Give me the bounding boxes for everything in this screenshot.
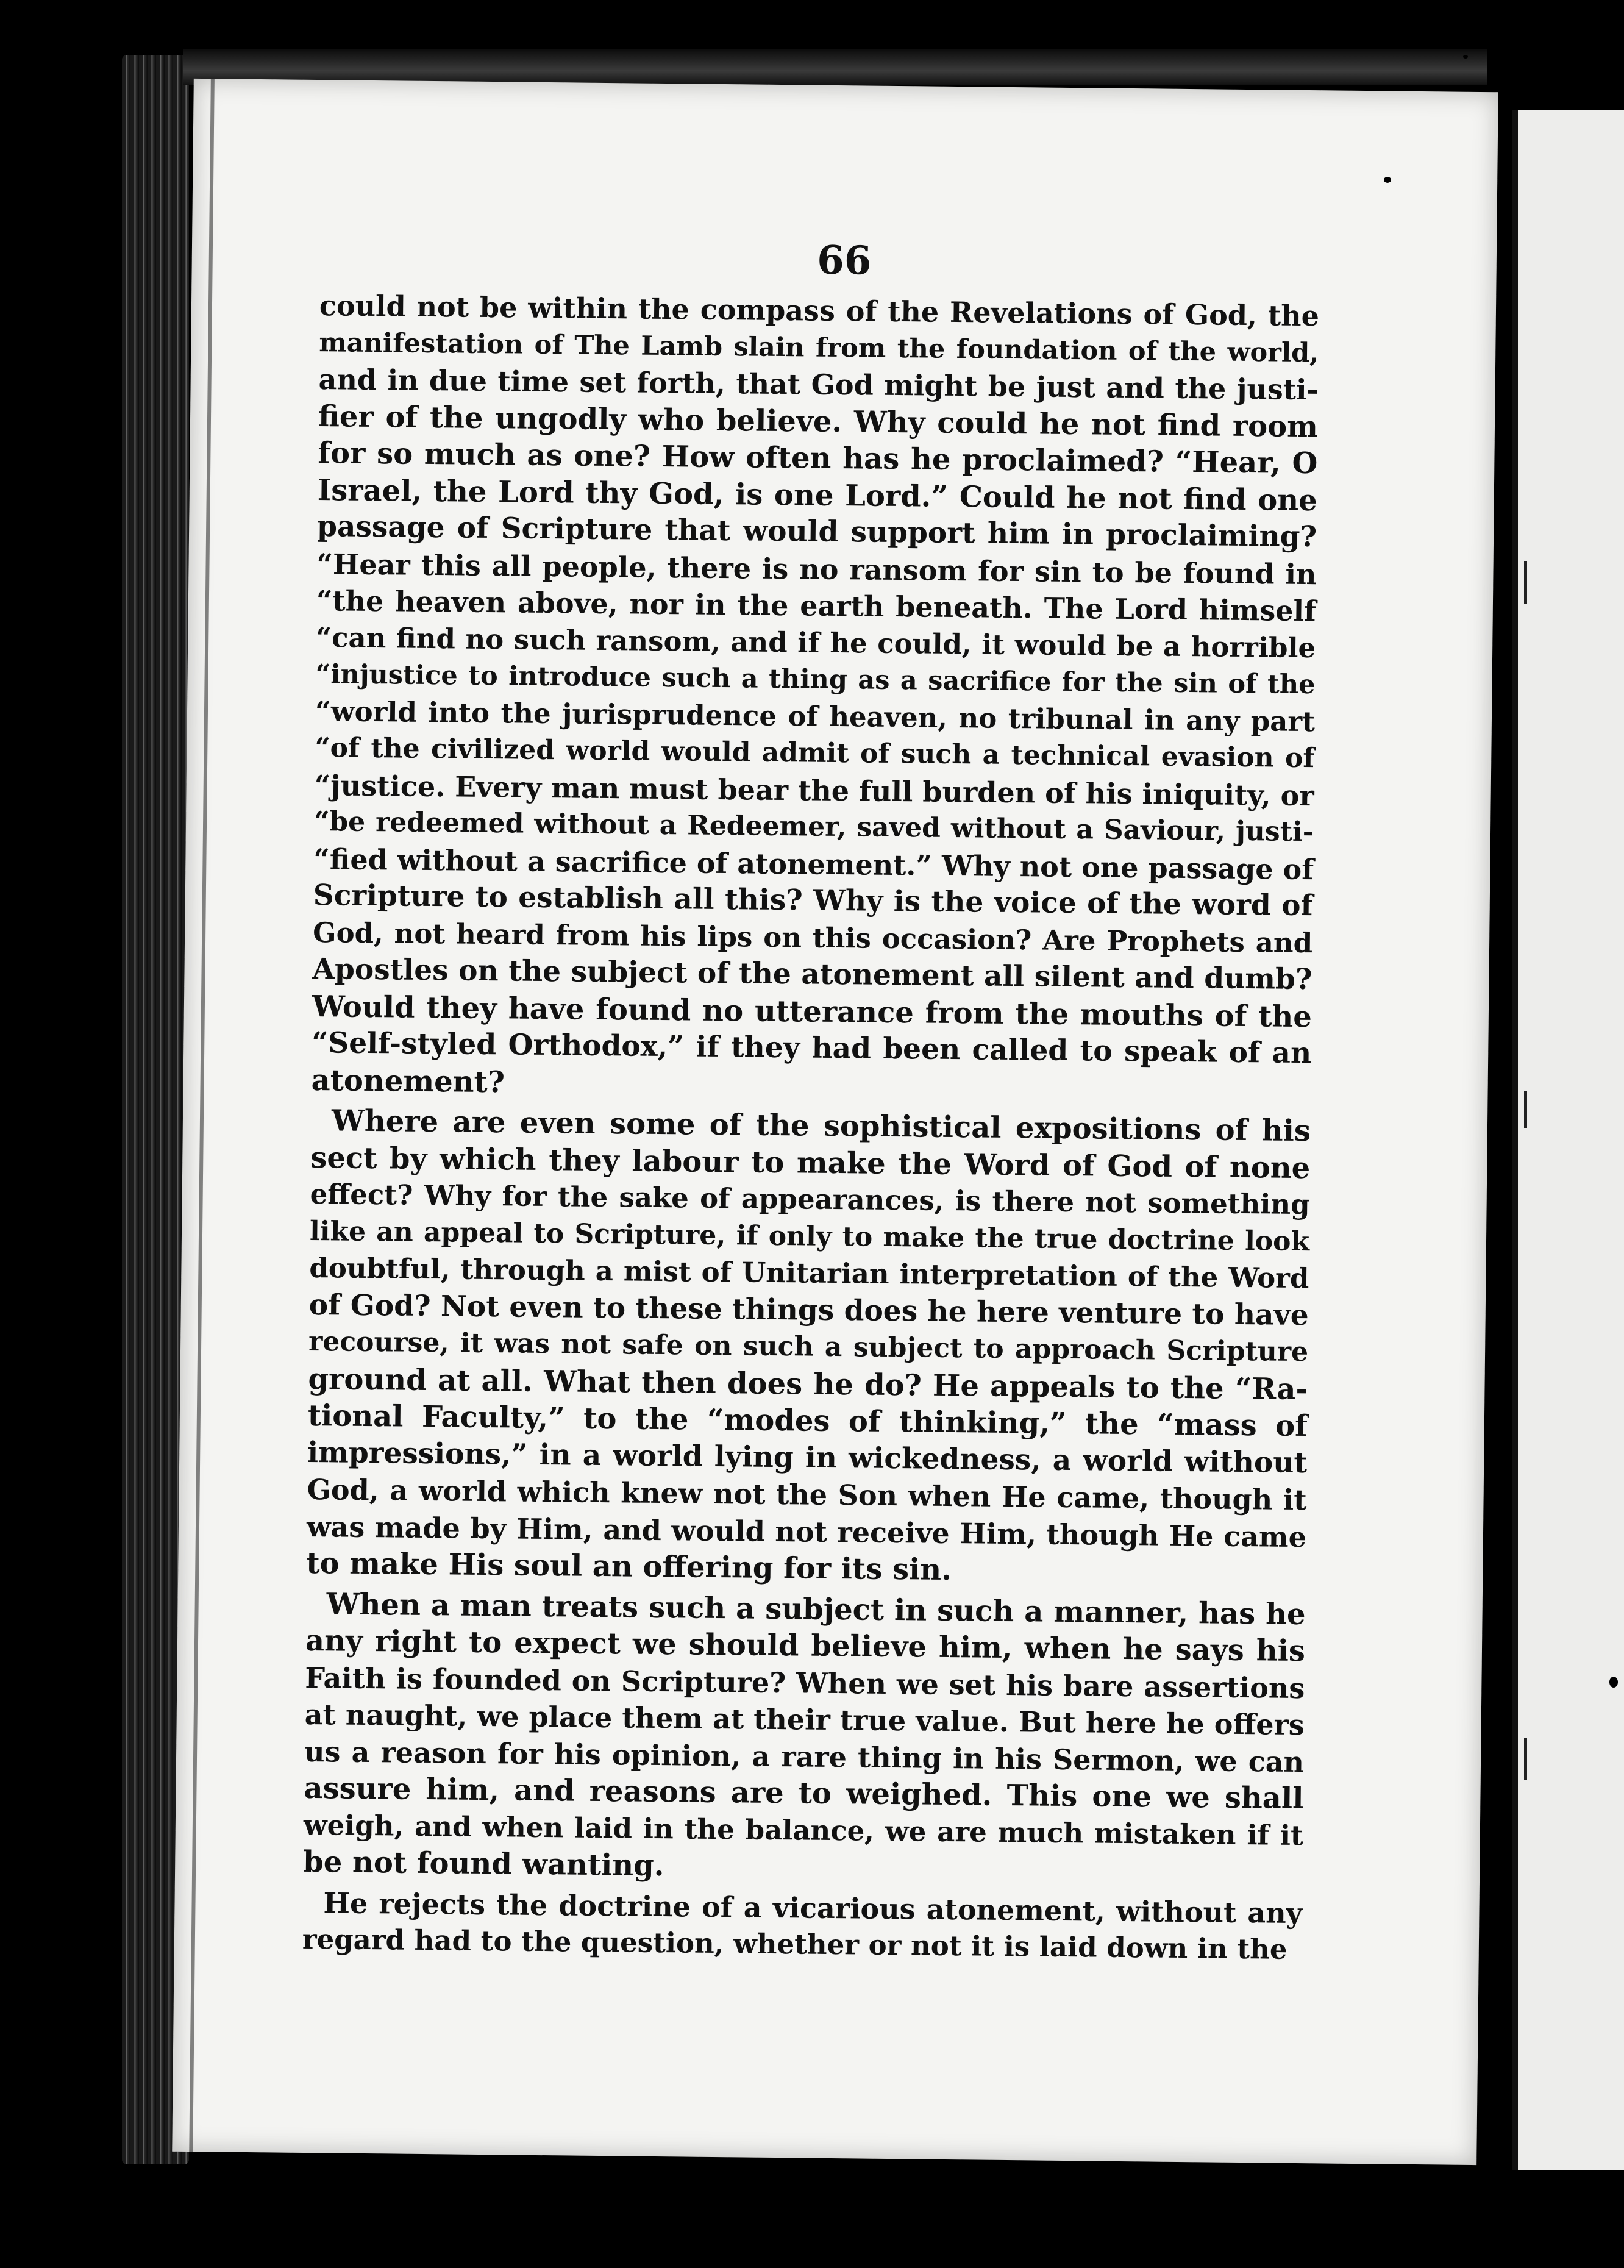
text-line: and in due time set forth, that God might be just and the justi- <box>318 363 1319 407</box>
text-line: of God? Not even to these things does he here venture to have <box>308 1288 1309 1332</box>
book-top-edge <box>183 49 1487 85</box>
text-line: fier of the ungodly who believe. Why could he not find room <box>318 399 1319 444</box>
text-line: to make His soul an offering for its sin. <box>306 1546 952 1588</box>
text-line: “the heaven above, nor in the earth beneath. The Lord himself <box>316 584 1317 628</box>
text-line: “world into the jurisprudence of heaven, no tribunal in any part <box>315 694 1316 738</box>
text-line: impressions,” in a world lying in wickedness, a world without <box>307 1435 1308 1480</box>
text-line: regard had to the question, whether or not it is laid down in the <box>302 1922 1287 1966</box>
text-line: sect by which they labour to make the Word of God of none <box>310 1140 1311 1185</box>
text-line: God, a world which knew not the Son when He came, though it <box>307 1472 1307 1517</box>
text-line: ground at all. What then does he do? He appeals to the “Ra- <box>308 1361 1308 1407</box>
text-line: any right to expect we should believe him, when he says his <box>305 1623 1306 1669</box>
page-number: 66 <box>816 237 872 284</box>
text-line: “justice. Every man must bear the full burden of his iniquity, or <box>314 768 1314 812</box>
facing-page-mark <box>1524 1091 1527 1128</box>
page-body-text <box>302 287 1320 1969</box>
text-line: at naught, we place them at their true value. But here he offers <box>304 1697 1305 1742</box>
scan-speck <box>1384 177 1391 183</box>
text-line: assure him, and reasons are to weighed. This one we shall <box>304 1771 1304 1816</box>
text-line: “injustice to introduce such a thing as a sacrifice for the sin of the <box>315 659 1316 701</box>
facing-page-mark <box>1524 561 1527 604</box>
text-line: Would they have found no utterance from the mouths of the <box>312 989 1312 1034</box>
facing-page-edge <box>1512 110 1624 2170</box>
text-line: “fied without a sacrifice of atonement.” Why not one passage of <box>313 842 1314 886</box>
text-line: weigh, and when laid in the balance, we are much mistaken if it <box>303 1808 1304 1852</box>
text-line: effect? Why for the sake of appearances, is there not something <box>310 1177 1310 1221</box>
text-line: manifestation of The Lamb slain from the foundation of the world, <box>319 327 1319 368</box>
text-line: us a reason for his opinion, a rare thing in his Sermon, we can <box>304 1735 1305 1778</box>
facing-page-mark <box>1524 1738 1527 1780</box>
text-line: “can find no such ransom, and if he could, it would be a horrible <box>316 621 1316 664</box>
scan-speck <box>1463 55 1468 59</box>
text-line: “Self-styled Orthodox,” if they had been called to speak of an <box>312 1026 1312 1071</box>
text-line: for so much as one? How often has he proclaimed? “Hear, O <box>318 436 1318 481</box>
text-line: recourse, it was not safe on such a subject to approach Scripture <box>308 1325 1309 1368</box>
book-page <box>172 79 1498 2165</box>
text-line: “Hear this all people, there is no ransom for sin to be found in <box>316 547 1317 591</box>
text-line: Apostles on the subject of the atonement all silent and dumb? <box>312 952 1312 997</box>
text-line: tional Faculty,” to the “modes of thinking,” the “mass of <box>307 1398 1308 1444</box>
scan-speck <box>1609 1677 1618 1688</box>
text-line: When a man treats such a subject in such a manner, has he <box>326 1586 1306 1631</box>
text-line: Scripture to establish all this? Why is the voice of the word of <box>313 879 1314 923</box>
text-line: Where are even some of the sophistical expositions of his <box>331 1104 1311 1149</box>
text-line: passage of Scripture that would support him in proclaiming? <box>316 510 1317 554</box>
text-line: “of the civilized world would admit of such a technical evasion of <box>315 732 1315 774</box>
text-line: be not found wanting. <box>302 1844 664 1883</box>
text-line: Faith is founded on Scripture? When we set his bare assertions <box>305 1661 1305 1705</box>
text-line: like an appeal to Scripture, if only to make the true doctrine look <box>309 1215 1310 1257</box>
text-line: Israel, the Lord thy God, is one Lord.” Could he not find one <box>317 472 1318 518</box>
text-line: atonement? <box>311 1063 505 1099</box>
text-line: doubtful, through a mist of Unitarian interpretation of the Word <box>309 1251 1309 1295</box>
text-line: could not be within the compass of the Revelations of God, the <box>319 289 1320 333</box>
text-line: “be redeemed without a Redeemer, saved without a Saviour, justi- <box>313 806 1314 848</box>
text-line: God, not heard from his lips on this occasion? Are Prophets and <box>312 916 1313 959</box>
text-line: was made by Him, and would not receive Him, though He came <box>306 1510 1307 1553</box>
text-line: He rejects the doctrine of a vicarious atonement, without any <box>323 1886 1303 1930</box>
